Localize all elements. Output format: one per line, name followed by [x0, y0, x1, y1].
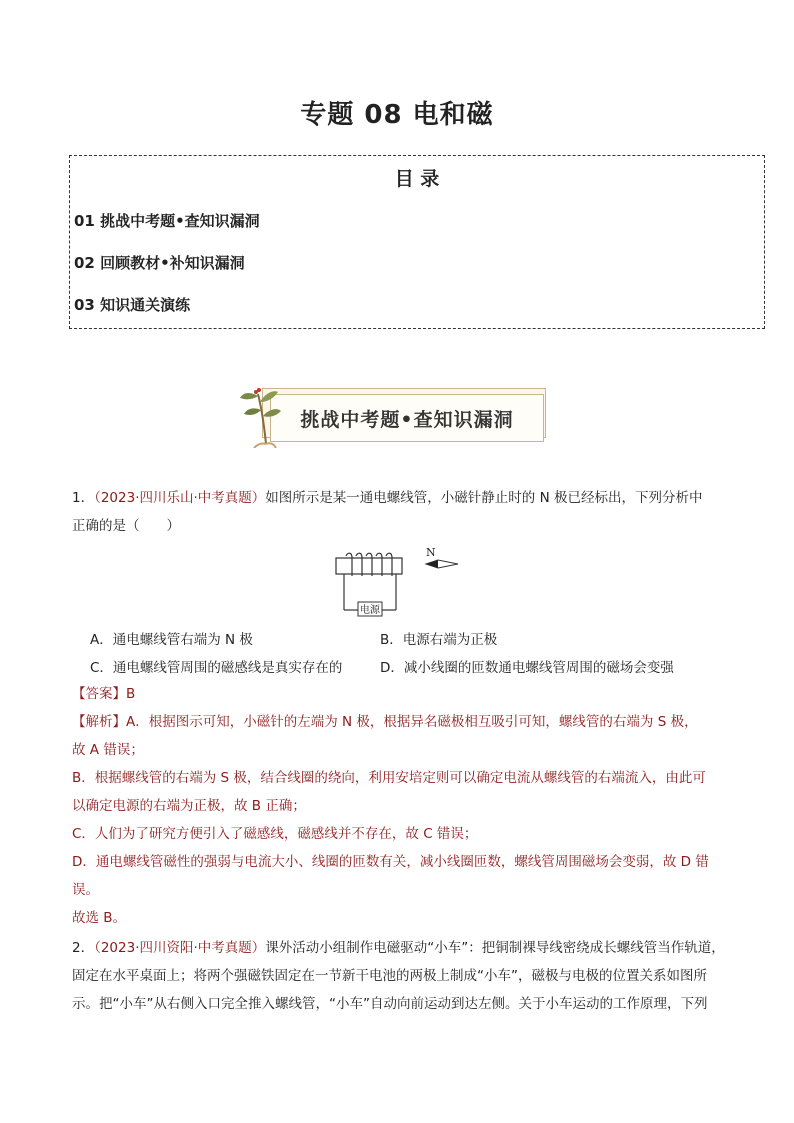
question-1-source: （2023·四川乐山·中考真题） [94, 490, 266, 506]
banner-title: 挑战中考题•查知识漏洞 [300, 408, 514, 431]
option-b[interactable]: B．电源右端为正极 [380, 632, 498, 648]
compass-n-label: N [426, 546, 436, 559]
question-2-line-2: 固定在水平桌面上；将两个强磁铁固定在一节新干电池的两极上制成“小车”，磁极与电极的位置关系如图所 [72, 968, 707, 984]
analysis-line-1: 【解析】A．根据图示可知，小磁针的左端为 N 极，根据异名磁极相互吸引可知，螺线管的右端为 S 极， [72, 714, 698, 730]
section-banner [236, 384, 548, 446]
question-2-number: 2． [72, 940, 95, 956]
question-2-line-3: 示。把“小车”从右侧入口完全推入螺线管，“小车”自动向前运动到达左侧。关于小车运动的工作原理，下列 [72, 996, 708, 1012]
question-1-line-1 [72, 488, 702, 508]
option-a[interactable]: A．通电螺线管右端为 N 极 [90, 632, 253, 648]
option-c[interactable]: C．通电螺线管周围的磁感线是真实存在的 [90, 660, 343, 676]
option-d[interactable]: D．减小线圈的匝数通电螺线管周围的磁场会变强 [380, 660, 674, 676]
answer-line: 【答案】B [72, 686, 136, 702]
analysis-line-2: 故 A 错误； [72, 742, 144, 758]
power-supply-label: 电源 [360, 605, 380, 616]
question-1-stem-1: 如图所示是某一通电螺线管，小磁针静止时的 N 极已经标出，下列分析中 [265, 490, 703, 506]
analysis-line-3: B．根据螺线管的右端为 S 极，结合线圈的绕向，利用安培定则可以确定电流从螺线管的右端流入，由此可 [72, 770, 706, 786]
ginseng-leaf-icon [236, 384, 284, 448]
analysis-line-7: 误。 [72, 882, 99, 898]
question-1-number: 1． [72, 490, 95, 506]
document-title: 专题 08 电和磁 [300, 100, 494, 130]
question-1-stem-2: 正确的是（ ） [72, 518, 180, 534]
analysis-line-6: D．通电螺线管磁性的强弱与电流大小、线圈的匝数有关，减小线圈匝数，螺线管周围磁场会变弱，故 D 错 [72, 854, 709, 870]
banner-frame [270, 394, 544, 442]
table-of-contents [69, 155, 765, 329]
toc-item-2[interactable]: 02 回顾教材•补知识漏洞 [74, 254, 245, 272]
toc-heading: 目 录 [394, 168, 440, 190]
analysis-line-4: 以确定电源的右端为正极，故 B 正确； [72, 798, 306, 814]
question-2-text-1: 课外活动小组制作电磁驱动“小车”：把铜制裸导线密绕成长螺线管当作轨道， [265, 940, 725, 956]
question-2-source: （2023·四川资阳·中考真题） [94, 940, 266, 956]
conclusion-line: 故选 B。 [72, 910, 127, 926]
toc-item-1[interactable]: 01 挑战中考题•查知识漏洞 [74, 212, 260, 230]
solenoid-figure [330, 544, 466, 618]
toc-item-3[interactable]: 03 知识通关演练 [74, 296, 191, 314]
question-2-line-1 [72, 938, 725, 958]
analysis-line-5: C．人们为了研究方便引入了磁感线，磁感线并不存在，故 C 错误； [72, 826, 478, 842]
